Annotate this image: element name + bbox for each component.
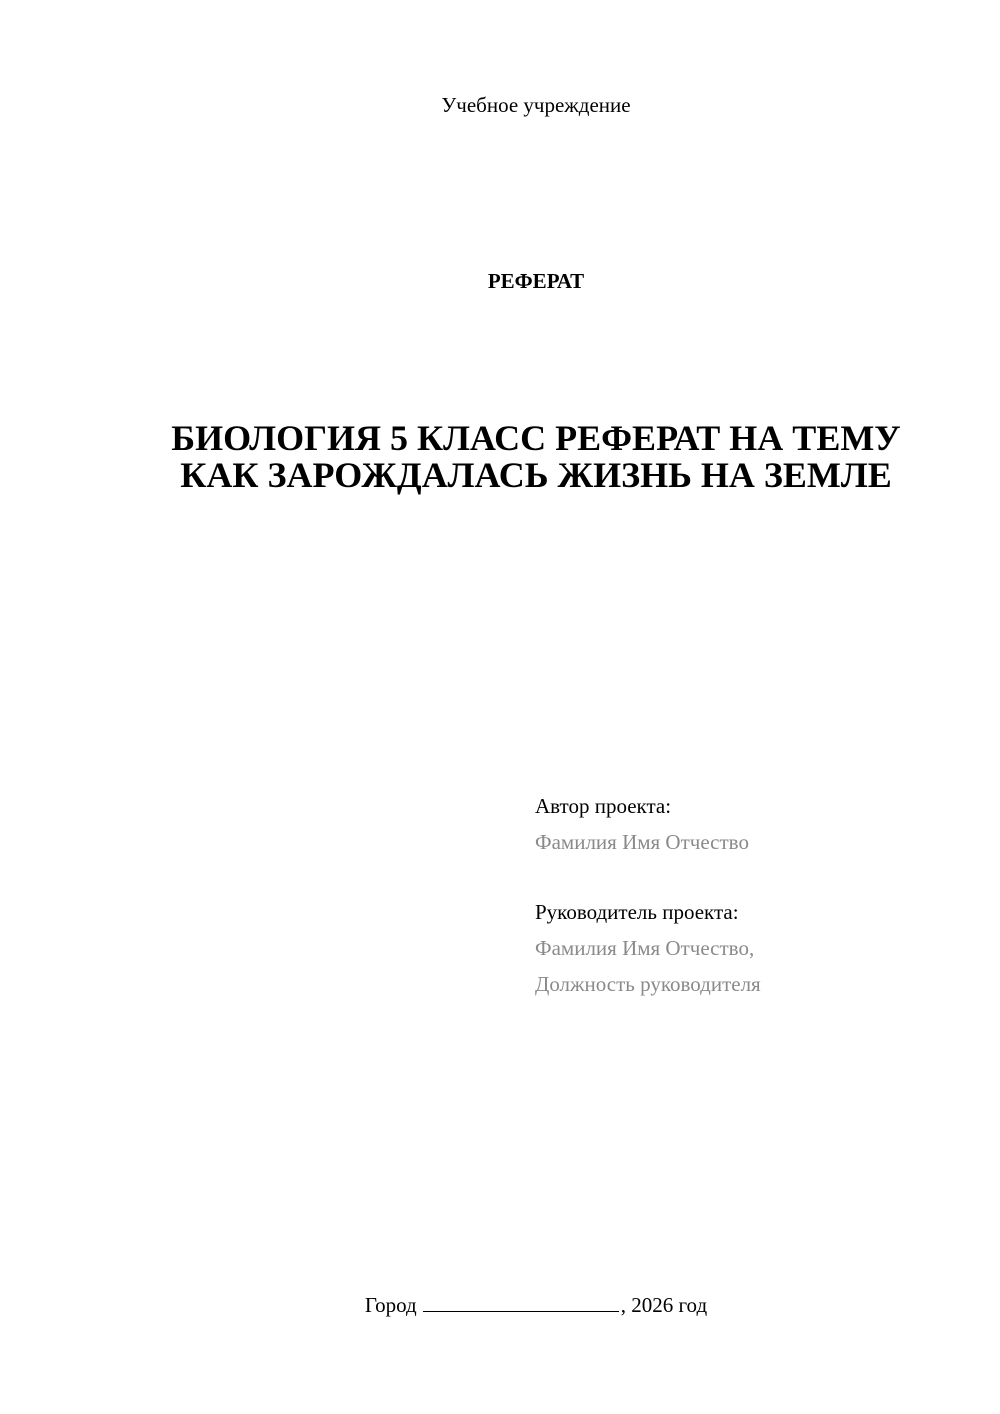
document-title: БИОЛОГИЯ 5 КЛАСС РЕФЕРАТ НА ТЕМУ КАК ЗАРОЖДАЛАСЬ ЖИЗНЬ НА ЗЕМЛЕ <box>171 418 901 495</box>
supervisor-name-placeholder: Фамилия Имя Отчество, <box>535 936 755 960</box>
supervisor-position-placeholder: Должность руководителя <box>535 972 761 996</box>
supervisor-label: Руководитель проекта: <box>535 900 739 924</box>
city-year-line <box>0 1290 1000 1320</box>
author-block <box>535 788 975 860</box>
document-type: РЕФЕРАТ <box>487 269 585 293</box>
supervisor-block <box>535 894 975 1002</box>
city-label: Город <box>364 1293 417 1317</box>
author-name-placeholder: Фамилия Имя Отчество <box>535 830 749 854</box>
author-label: Автор проекта: <box>535 794 672 818</box>
year-text: , 2026 год <box>620 1293 708 1317</box>
institution-name: Учебное учреждение <box>441 93 631 117</box>
city-blank-line <box>423 1291 619 1312</box>
